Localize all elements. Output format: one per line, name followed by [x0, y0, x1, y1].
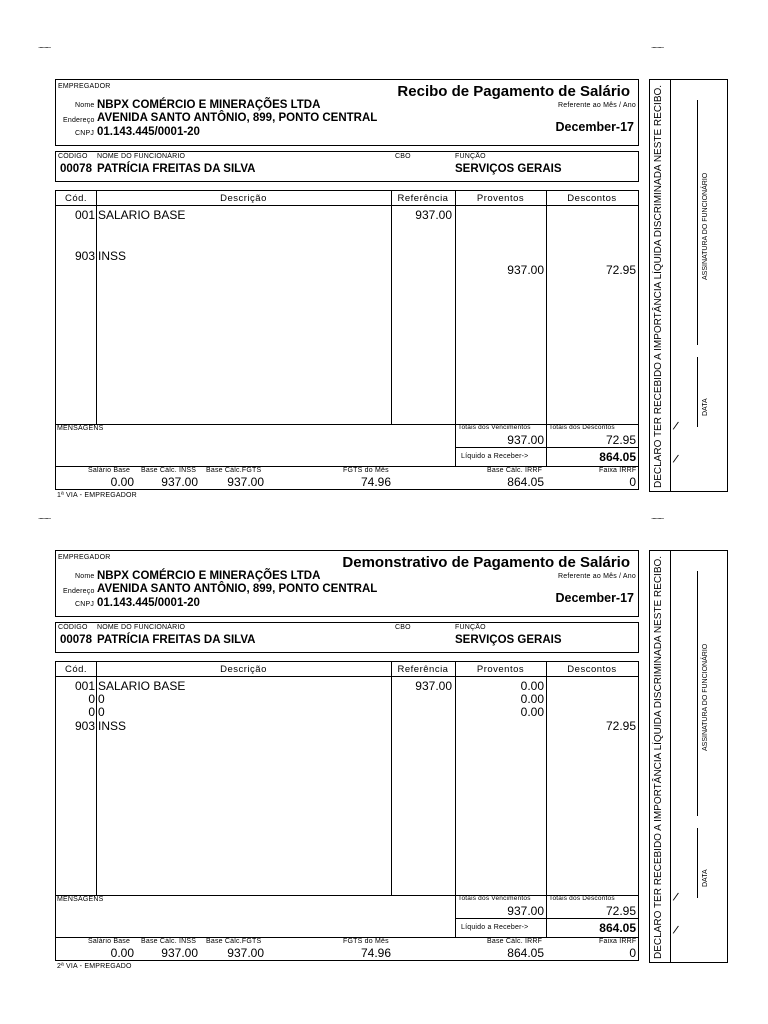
total-earnings-label: Totais dos Vencimentos: [458, 895, 531, 902]
col-reference: Referência: [397, 664, 449, 675]
col-deductions: Descontos: [567, 664, 617, 675]
deductions-subtotal: 72.95: [605, 263, 636, 277]
employee-code: 00078: [60, 163, 92, 175]
date-slash: /: [671, 451, 680, 467]
net-value: 864.05: [599, 921, 636, 935]
cnpj-value: 01.143.445/0001-20: [97, 597, 200, 609]
declaration-text: DECLARO TER RECEBIDO A IMPORTÂNCIA LÍQUIDA DISCRIMINADA NESTE RECIBO.: [653, 555, 664, 959]
row-reference: 937.00: [415, 679, 452, 693]
fgts-base-label: Base Cálc.FGTS: [206, 938, 262, 945]
irrf-base-label: Base Cálc. IRRF: [487, 467, 543, 474]
receipt-employer-copy: [0, 0, 768, 499]
salary-base-label: Salário Base: [88, 938, 131, 945]
col-description: Descrição: [220, 193, 267, 204]
fgts-base-value: 937.00: [227, 475, 264, 489]
page-title: Demonstrativo de Pagamento de Salário: [342, 554, 630, 571]
employee-function: SERVIÇOS GERAIS: [455, 163, 562, 175]
employer-label: EMPREGADOR: [58, 83, 111, 90]
employee-info: [55, 151, 639, 182]
irrf-bracket-value: 0: [629, 475, 636, 489]
page-title: Recibo de Pagamento de Salário: [397, 83, 630, 100]
net-label: Líquido a Receber->: [461, 453, 529, 460]
items-table: [55, 661, 639, 961]
employer-label: EMPREGADOR: [58, 554, 111, 561]
employer-address: AVENIDA SANTO ANTÔNIO, 899, PONTO CENTRAL: [97, 112, 378, 124]
earnings-subtotal: 937.00: [507, 263, 544, 277]
signature-label: ASSINATURA DO FUNCIONÁRIO: [702, 643, 709, 751]
row-code: 903: [74, 719, 95, 733]
fgts-month-value: 74.96: [360, 475, 391, 489]
employer-name: NBPX COMÉRCIO E MINERAÇÕES LTDA: [97, 570, 321, 582]
cnpj-value: 01.143.445/0001-20: [97, 126, 200, 138]
name-label: Nome: [75, 573, 95, 580]
period-label: Referente ao Mês / Ano: [558, 102, 636, 109]
irrf-bracket-label: Faixa IRRF: [599, 467, 637, 474]
row-description: INSS: [98, 719, 127, 733]
row-earnings: 0.00: [520, 692, 544, 706]
col-earnings: Proventos: [476, 664, 525, 675]
cut-mark: ..........: [38, 41, 51, 50]
period-value: December-17: [555, 120, 634, 134]
net-value: 864.05: [599, 450, 636, 464]
irrf-base-value: 864.05: [507, 475, 544, 489]
employer-header: [55, 79, 639, 146]
signature-label: ASSINATURA DO FUNCIONÁRIO: [702, 172, 709, 280]
receipt-employee-copy: [0, 471, 768, 970]
employer-address: AVENIDA SANTO ANTÔNIO, 899, PONTO CENTRAL: [97, 583, 378, 595]
fgts-month-value: 74.96: [360, 946, 391, 960]
col-description: Descrição: [220, 664, 267, 675]
col-code: Cód.: [64, 193, 88, 204]
date-label: DATA: [702, 869, 709, 887]
inss-base-value: 937.00: [161, 946, 198, 960]
date-slash: /: [671, 922, 680, 938]
total-deductions: 72.95: [605, 904, 636, 918]
declaration-text: DECLARO TER RECEBIDO A IMPORTÂNCIA LÍQUIDA DISCRIMINADA NESTE RECIBO.: [653, 84, 664, 488]
employee-name: PATRÍCIA FREITAS DA SILVA: [97, 634, 256, 646]
employee-code: 00078: [60, 634, 92, 646]
row-reference: 937.00: [415, 208, 452, 222]
row-code: 0: [88, 692, 95, 706]
fgts-base-value: 937.00: [227, 946, 264, 960]
copy-label: 1ª VIA - EMPREGADOR: [57, 492, 137, 499]
date-slash: /: [671, 889, 680, 905]
fgts-base-label: Base Cálc.FGTS: [206, 467, 262, 474]
col-code: Cód.: [64, 664, 88, 675]
irrf-base-value: 864.05: [507, 946, 544, 960]
employer-header: [55, 550, 639, 617]
employee-name: PATRÍCIA FREITAS DA SILVA: [97, 163, 256, 175]
irrf-bracket-value: 0: [629, 946, 636, 960]
code-label: CÓDIGO: [58, 153, 88, 160]
row-code: 0: [88, 705, 95, 719]
row-description: INSS: [98, 249, 127, 263]
cut-mark: ..........: [38, 512, 51, 521]
function-label: FUNÇÃO: [455, 153, 486, 160]
row-description: 0: [98, 692, 105, 706]
signature-box: [649, 550, 728, 963]
salary-base-value: 0.00: [110, 475, 134, 489]
items-table: [55, 190, 639, 490]
employer-name: NBPX COMÉRCIO E MINERAÇÕES LTDA: [97, 99, 321, 111]
row-description: SALARIO BASE: [98, 208, 186, 222]
inss-base-label: Base Cálc. INSS: [141, 938, 197, 945]
row-code: 001: [74, 208, 95, 222]
code-label: CÓDIGO: [58, 624, 88, 631]
period-label: Referente ao Mês / Ano: [558, 573, 636, 580]
col-reference: Referência: [397, 193, 449, 204]
row-deductions: 72.95: [605, 719, 636, 733]
salary-base-label: Salário Base: [88, 467, 131, 474]
name-label: Nome: [75, 102, 95, 109]
cut-mark: ..........: [651, 512, 664, 521]
employee-function: SERVIÇOS GERAIS: [455, 634, 562, 646]
date-slash: /: [671, 418, 680, 434]
date-label: DATA: [702, 398, 709, 416]
row-description: SALARIO BASE: [98, 679, 186, 693]
total-earnings: 937.00: [507, 904, 544, 918]
total-deductions-label: Totais dos Descontos: [549, 895, 615, 902]
irrf-bracket-label: Faixa IRRF: [599, 938, 637, 945]
cbo-label: CBO: [395, 624, 411, 631]
copy-label: 2ª VIA - EMPREGADO: [57, 963, 132, 970]
messages-label: MENSAGENS: [57, 425, 104, 432]
fgts-month-label: FGTS do Mês: [343, 938, 389, 945]
cbo-label: CBO: [395, 153, 411, 160]
cut-mark: ..........: [651, 41, 664, 50]
employee-name-label: NOME DO FUNCIONÁRIO: [97, 624, 186, 631]
salary-base-value: 0.00: [110, 946, 134, 960]
row-code: 903: [74, 249, 95, 263]
total-deductions-label: Totais dos Descontos: [549, 424, 615, 431]
messages-label: MENSAGENS: [57, 896, 104, 903]
cnpj-label: CNPJ: [75, 601, 95, 608]
row-description: 0: [98, 705, 105, 719]
inss-base-value: 937.00: [161, 475, 198, 489]
cnpj-label: CNPJ: [75, 130, 95, 137]
col-earnings: Proventos: [476, 193, 525, 204]
inss-base-label: Base Cálc. INSS: [141, 467, 197, 474]
irrf-base-label: Base Cálc. IRRF: [487, 938, 543, 945]
row-earnings: 0.00: [520, 705, 544, 719]
total-earnings: 937.00: [507, 433, 544, 447]
net-label: Líquido a Receber->: [461, 924, 529, 931]
total-earnings-label: Totais dos Vencimentos: [458, 424, 531, 431]
address-label: Endereço: [63, 117, 95, 124]
employee-info: [55, 622, 639, 653]
total-deductions: 72.95: [605, 433, 636, 447]
function-label: FUNÇÃO: [455, 624, 486, 631]
address-label: Endereço: [63, 588, 95, 595]
signature-box: [649, 79, 728, 492]
employee-name-label: NOME DO FUNCIONÁRIO: [97, 153, 186, 160]
row-earnings: 0.00: [520, 679, 544, 693]
row-code: 001: [74, 679, 95, 693]
col-deductions: Descontos: [567, 193, 617, 204]
fgts-month-label: FGTS do Mês: [343, 467, 389, 474]
period-value: December-17: [555, 591, 634, 605]
